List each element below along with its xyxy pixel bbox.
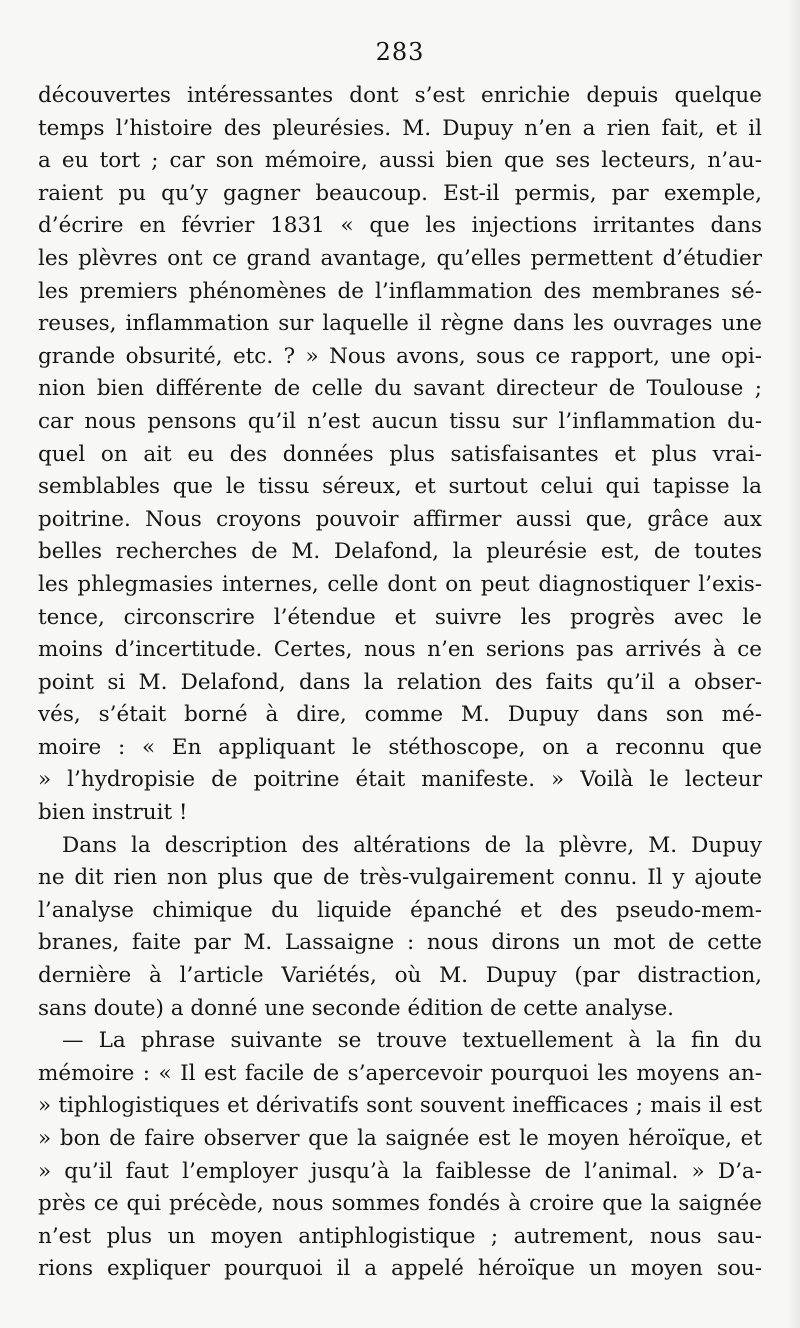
text-line: dernière à l’article Variétés, où M. Dupuy (par distraction, — [38, 963, 762, 989]
text-line: point si M. Delafond, dans la relation des faits qu’il a obser- — [38, 669, 762, 695]
text-line: sans doute) a donné une seconde édition de cette analyse. — [38, 995, 675, 1021]
text-line: raient pu qu’y gagner beaucoup. Est-il permis, par exemple, — [38, 180, 762, 206]
text-line: l’analyse chimique du liquide épanché et des pseudo-mem- — [38, 897, 762, 923]
text-line: ne dit rien non plus que de très-vulgairement connu. Il y ajoute — [38, 865, 762, 891]
text-line: découvertes intéressantes dont s’est enrichie depuis quelque — [38, 83, 762, 108]
text-line: » qu’il faut l’employer jusqu’à la faiblesse de l’animal. » D’a- — [38, 1158, 762, 1184]
text-line: tence, circonscrire l’étendue et suivre les progrès avec le — [38, 604, 762, 630]
text-line: moire : « En appliquant le stéthoscope, on a reconnu que — [38, 734, 762, 760]
text-line: temps l’histoire des pleurésies. M. Dupuy n’en a rien fait, et il — [38, 115, 762, 141]
text-line: près ce qui précède, nous sommes fondés à croire que la saignée — [38, 1191, 762, 1217]
page-edge-shadow — [786, 0, 800, 1328]
text-line: car nous pensons qu’il n’est aucun tissu sur l’inflammation du- — [38, 408, 762, 434]
text-line: grande obsurité, etc. ? » Nous avons, sous ce rapport, une opi- — [38, 343, 762, 369]
text-line: n’est plus un moyen antiphlogistique ; autrement, nous sau- — [38, 1223, 762, 1249]
text-line: Dans la description des altérations de la plèvre, M. Dupuy — [62, 832, 762, 858]
page-body — [38, 80, 762, 1286]
page-number: 283 — [375, 38, 425, 66]
text-line: les premiers phénomènes de l’inflammation des membranes sé- — [38, 278, 762, 304]
text-line: » bon de faire observer que la saignée est le moyen héroïque, et — [38, 1126, 762, 1151]
text-line: nion bien différente de celle du savant directeur de Toulouse ; — [38, 376, 762, 402]
text-line: a eu tort ; car son mémoire, aussi bien que ses lecteurs, n’au- — [38, 148, 762, 174]
text-line: quel on ait eu des données plus satisfaisantes et plus vrai- — [38, 441, 762, 467]
paragraph-2 — [38, 830, 762, 1026]
text-line: reuses, inflammation sur laquelle il règne dans les ouvrages une — [38, 311, 762, 337]
text-line: bien instruit ! — [38, 800, 188, 826]
text-line: vés, s’était borné à dire, comme M. Dupuy dans son mé- — [38, 702, 762, 728]
text-line: » l’hydropisie de poitrine était manifeste. » Voilà le lecteur — [38, 767, 762, 793]
paragraph-1 — [38, 80, 762, 830]
text-line: poitrine. Nous croyons pouvoir affirmer aussi que, grâce aux — [38, 506, 762, 532]
paragraph-3 — [38, 1025, 762, 1286]
text-line: d’écrire en février 1831 « que les injections irritantes dans — [38, 213, 762, 239]
text-line: rions expliquer pourquoi il a appelé héroïque un moyen sou- — [38, 1256, 762, 1282]
text-line: » tiphlogistiques et dérivatifs sont souvent inefficaces ; mais il est — [38, 1093, 762, 1119]
text-line: mémoire : « Il est facile de s’apercevoir pourquoi les moyens an- — [38, 1060, 762, 1086]
text-line: les plèvres ont ce grand avantage, qu’elles permettent d’étudier — [38, 245, 762, 271]
text-line: belles recherches de M. Delafond, la pleurésie est, de toutes — [38, 539, 762, 565]
text-line: — La phrase suivante se trouve textuellement à la fin du — [62, 1028, 762, 1054]
text-line: moins d’incertitude. Certes, nous n’en serions pas arrivés à ce — [38, 637, 762, 663]
text-line: les phlegmasies internes, celle dont on peut diagnostiquer l’exis- — [38, 571, 762, 597]
text-line: branes, faite par M. Lassaigne : nous dirons un mot de cette — [38, 930, 762, 956]
text-line: semblables que le tissu séreux, et surtout celui qui tapisse la — [38, 474, 762, 500]
